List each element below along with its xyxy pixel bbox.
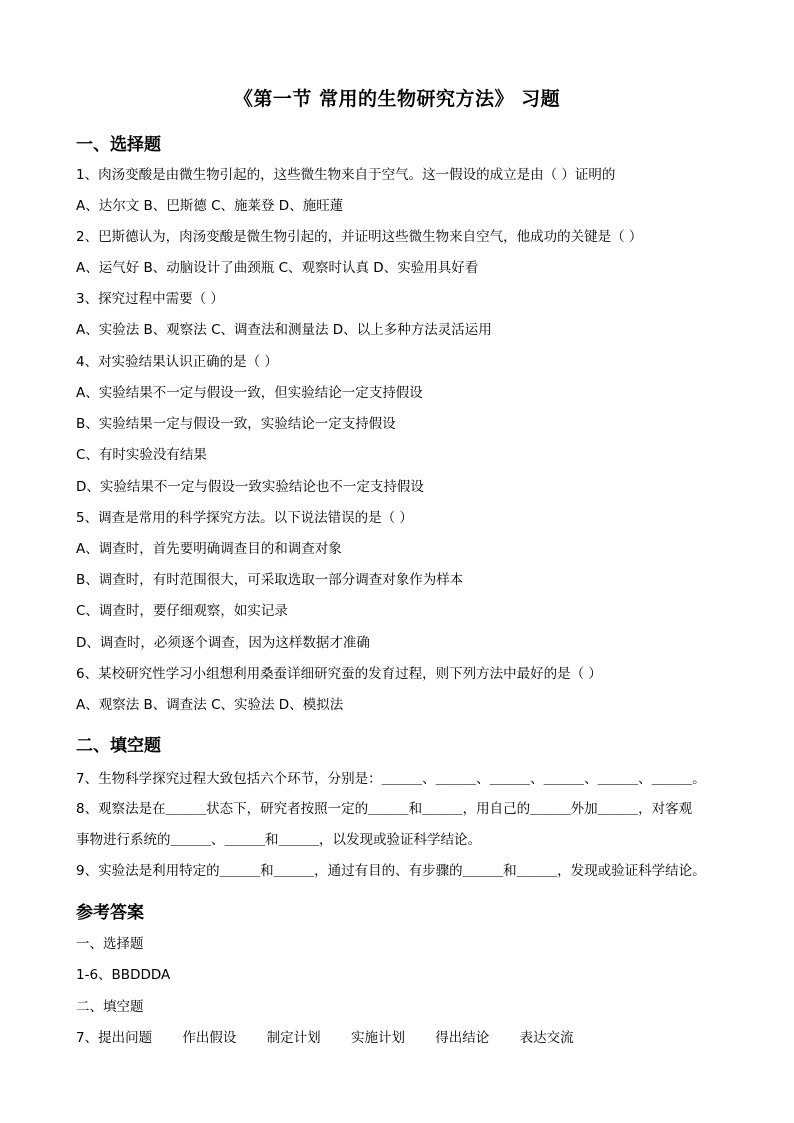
question-4-option-a: A、实验结果不一定与假设一致，但实验结论一定支持假设 [76, 385, 423, 401]
question-5: 5、调查是常用的科学探究方法。以下说法错误的是（ ） [76, 510, 413, 526]
question-4: 4、对实验结果认识正确的是（ ） [76, 354, 278, 370]
section-heading-choice: 一、选择题 [76, 135, 161, 155]
section-heading-fill: 二、填空题 [76, 736, 161, 756]
question-4-option-c: C、有时实验没有结果 [76, 447, 207, 463]
section-heading-answers: 参考答案 [76, 903, 144, 923]
fill-question-9: 9、实验法是利用特定的＿＿＿和＿＿＿，通过有目的、有步骤的＿＿＿和＿＿＿，发现或验证科学结论。 [76, 863, 706, 879]
question-6: 6、某校研究性学习小组想利用桑蚕详细研究蚕的发育过程，则下列方法中最好的是（ ） [76, 666, 602, 682]
page-title: 《第一节 常用的生物研究方法》 习题 [233, 88, 561, 110]
answers-choice-label: 一、选择题 [76, 936, 144, 952]
answer-q7-item: 表达交流 [519, 1030, 574, 1046]
fill-question-8-line-2: 事物进行系统的＿＿＿、＿＿＿和＿＿＿，以发现或验证科学结论。 [76, 832, 481, 848]
question-3: 3、探究过程中需要（ ） [76, 291, 224, 307]
question-2-options: A、运气好 B、动脑设计了曲颈瓶 C、观察时认真 D、实验用具好看 [76, 260, 479, 276]
fill-question-8-line-1: 8、观察法是在＿＿＿状态下，研究者按照一定的＿＿＿和＿＿＿，用自己的＿＿＿外加＿＿＿，对客观 [76, 801, 693, 817]
answer-q7-item: 实施计划 [350, 1030, 405, 1046]
answers-q7-row [76, 1028, 736, 1048]
question-6-options: A、观察法 B、调查法 C、实验法 D、模拟法 [76, 697, 344, 713]
answers-fill-label: 二、填空题 [76, 999, 144, 1015]
question-3-options: A、实验法 B、观察法 C、调查法和测量法 D、以上多种方法灵活运用 [76, 322, 492, 338]
answers-choice-value: 1-6、BBDDDA [76, 967, 171, 983]
question-5-option-c: C、调查时，要仔细观察，如实记录 [76, 603, 288, 619]
question-4-option-d: D、实验结果不一定与假设一致实验结论也不一定支持假设 [76, 479, 424, 495]
question-1-options: A、达尔文 B、巴斯德 C、施莱登 D、施旺蓮 [76, 198, 344, 214]
answer-q7-item: 制定计划 [266, 1030, 321, 1046]
fill-question-7: 7、生物科学探究过程大致包括六个环节，分别是：＿＿＿、＿＿＿、＿＿＿、＿＿＿、＿＿＿、＿＿＿。 [76, 771, 706, 787]
question-1: 1、肉汤变酸是由微生物引起的，这些微生物来自于空气。这一假设的成立是由（ ）证明的 [76, 167, 616, 183]
answer-q7-prefix: 7、提出问题 [76, 1030, 153, 1046]
question-5-option-a: A、调查时，首先要明确调查目的和调查对象 [76, 541, 342, 557]
answer-q7-item: 作出假设 [182, 1030, 237, 1046]
answer-q7-item: 得出结论 [435, 1030, 490, 1046]
question-5-option-d: D、调查时，必须逐个调查，因为这样数据才准确 [76, 635, 370, 651]
question-4-option-b: B、实验结果一定与假设一致，实验结论一定支持假设 [76, 416, 396, 432]
question-2: 2、巴斯德认为，肉汤变酸是微生物引起的，并证明这些微生物来自空气，他成功的关键是（ ） [76, 229, 643, 245]
question-5-option-b: B、调查时，有时范围很大，可采取选取一部分调查对象作为样本 [76, 572, 464, 588]
